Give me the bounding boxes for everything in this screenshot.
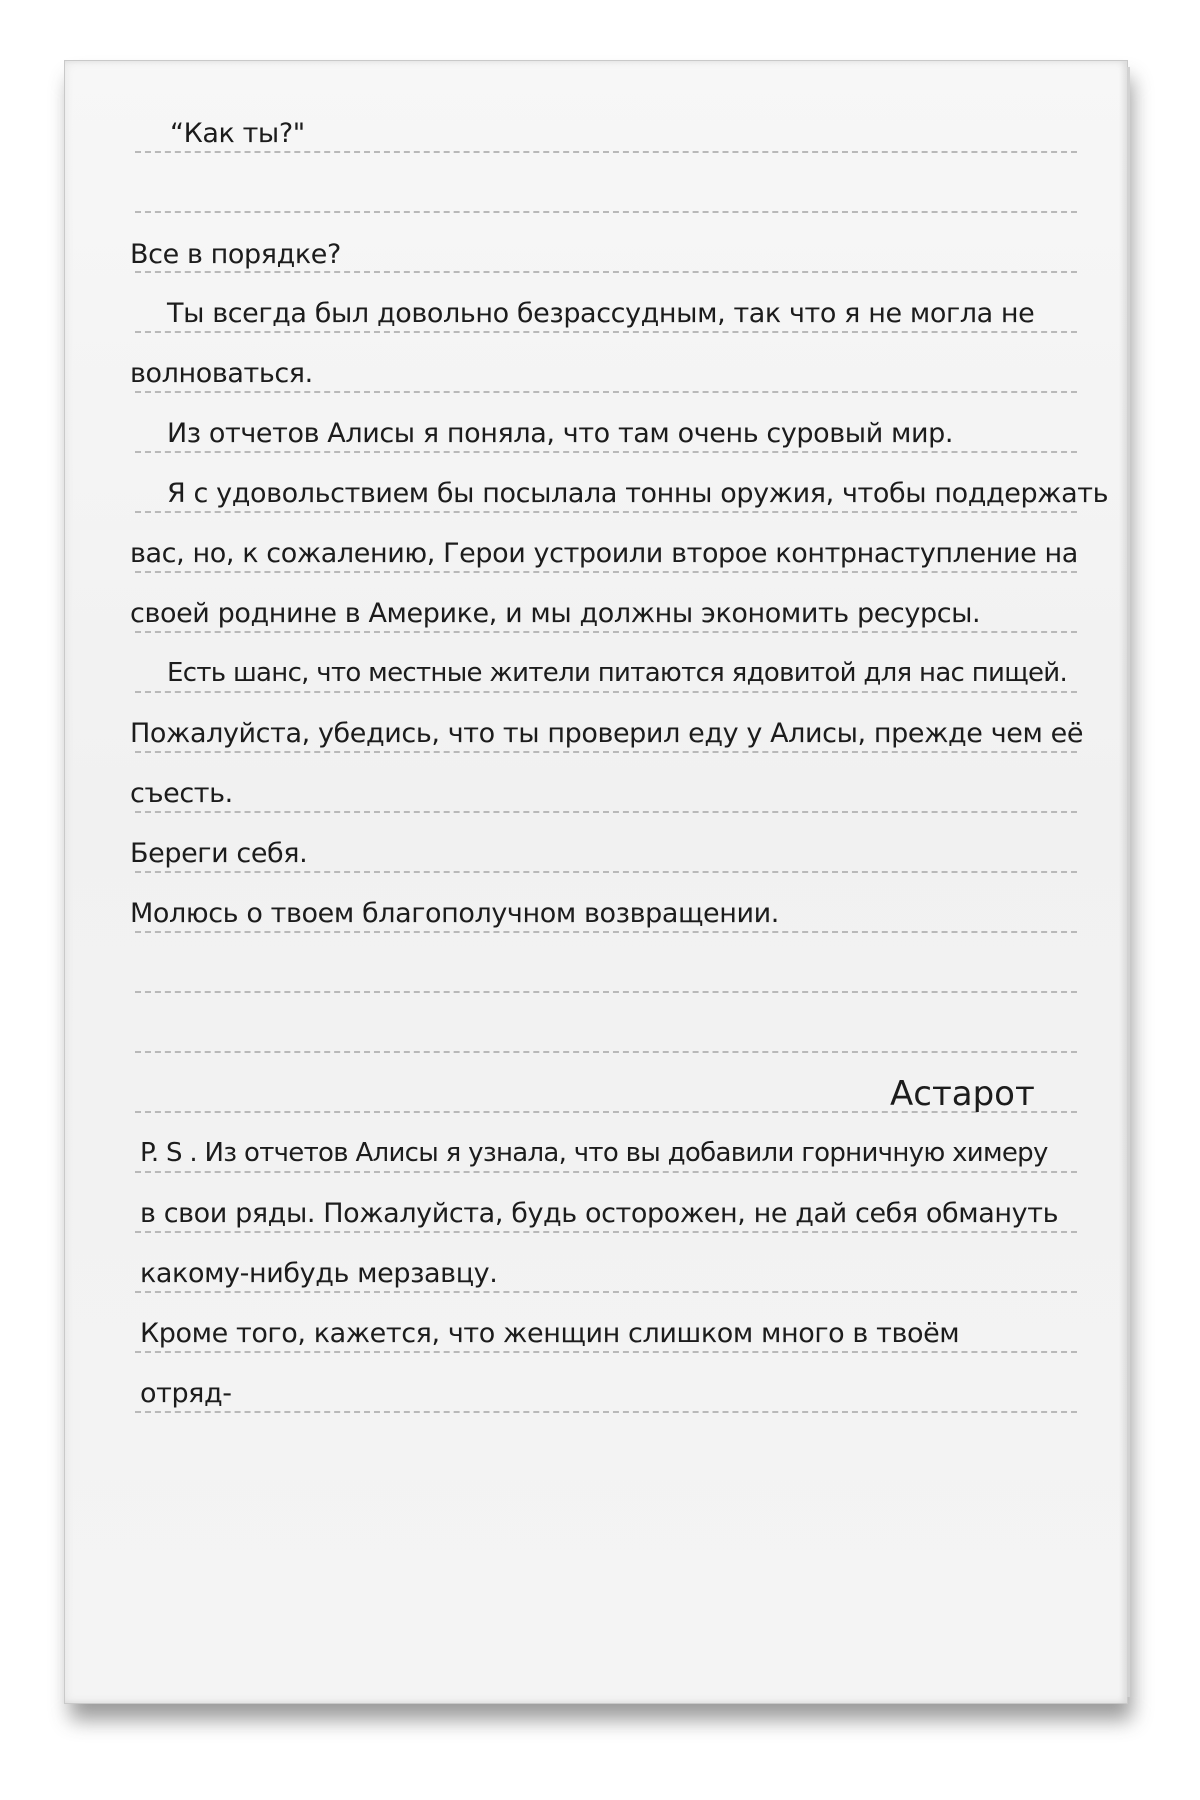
letter-line: Есть шанс, что местные жители питаются ядовитой для нас пищей.	[167, 658, 1068, 688]
postscript-line: в свои ряды. Пожалуйста, будь осторожен, не дай себя обмануть	[140, 1198, 1059, 1229]
ruled-line	[135, 391, 1077, 393]
postscript-line: какому-нибудь мерзавцу.	[140, 1258, 498, 1289]
ruled-line	[135, 451, 1077, 453]
letter-line: Пожалуйста, убедись, что ты проверил еду у Алисы, прежде чем её	[130, 718, 1084, 749]
signature: Астарот	[890, 1074, 1035, 1114]
ruled-line	[135, 1351, 1077, 1353]
postscript-line: P. S . Из отчетов Алисы я узнала, что вы добавили горничную химеру	[140, 1138, 1048, 1168]
ruled-line	[135, 871, 1077, 873]
letter-line: Ты всегда был довольно безрассудным, так что я не могла не	[167, 298, 1035, 329]
ruled-line	[135, 511, 1077, 513]
ruled-line	[135, 751, 1077, 753]
letter-sheet	[64, 60, 1128, 1704]
letter-line: своей роднине в Америке, и мы должны экономить ресурсы.	[130, 598, 981, 629]
ruled-line	[135, 151, 1077, 153]
ruled-line	[135, 691, 1077, 693]
ruled-line	[135, 571, 1077, 573]
ruled-line	[135, 1051, 1077, 1053]
ruled-line	[135, 1411, 1077, 1413]
ruled-line	[135, 331, 1077, 333]
letter-line: волноваться.	[130, 358, 313, 389]
letter-line: вас, но, к сожалению, Герои устроили второе контрнаступление на	[130, 538, 1078, 569]
ruled-line	[135, 211, 1077, 213]
ruled-line	[135, 1231, 1077, 1233]
letter-line: Береги себя.	[130, 838, 308, 869]
ruled-line	[135, 811, 1077, 813]
ruled-line	[135, 631, 1077, 633]
letter-line: Все в порядке?	[130, 239, 341, 270]
letter-greeting: “Как ты?"	[170, 118, 305, 149]
ruled-line	[135, 931, 1077, 933]
ruled-line	[135, 1171, 1077, 1173]
ruled-line	[135, 1291, 1077, 1293]
postscript-line: отряд-	[140, 1378, 232, 1409]
letter-line: Из отчетов Алисы я поняла, что там очень суровый мир.	[167, 418, 954, 449]
ruled-line	[135, 271, 1077, 273]
ruled-line	[135, 991, 1077, 993]
letter-line: Я с удовольствием бы посылала тонны оружия, чтобы поддержать	[167, 478, 1109, 509]
letter-line: Молюсь о твоем благополучном возвращении.	[130, 898, 779, 929]
postscript-line: Кроме того, кажется, что женщин слишком много в твоём	[140, 1318, 960, 1349]
letter-line: съесть.	[130, 778, 233, 809]
